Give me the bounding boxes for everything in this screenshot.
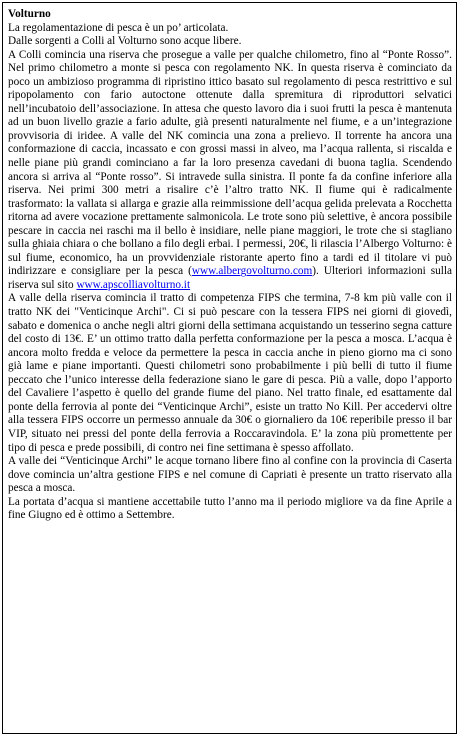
- paragraph-venticinque-archi: A valle dei “Venticinque Archi” le acque tornano libere fino al confine con la provincia di Caserta dove comincia un’altra gestione FIPS e nel comune di Capriati è presente un tratto riservato alla pesca a mosca.: [8, 455, 452, 495]
- paragraph-free-waters: Dalle sorgenti a Colli al Volturno sono acque libere.: [8, 35, 242, 48]
- text-box: [2, 2, 457, 734]
- paragraph-colli-reserve-text-mid: ). Ulteriori informazioni sulla riserva sul sito: [8, 265, 452, 291]
- paragraph-colli-reserve: [8, 49, 452, 293]
- paragraph-fips-stretch: A valle della riserva comincia il tratto di competenza FIPS che termina, 7-8 km più valle con il tratto NK dei "Venticinque Archi". Ci si può pescare con la tessera FIPS nei giorni di giovedì, sabato e domenica o anche negli altri giorni della settimana acquistando un tesserino segna catture del costo di 13€. E’ un ottimo tratto dalla perfetta conformazione per la pesca a mosca. L’acqua è ancora molto fredda e veloce da permettere la pesca in caccia anche in pieno giorno ma ci sono già lame e piane importanti. Questi chilometri sono probabilmente i più belli di tutto il fiume peccato che l’unico interesse della federazione siano le gare di pesca. Più a valle, dopo l’apporto del Cavaliere l’aspetto è quello del grande fiume del piano. Nel tratto finale, ed esattamente dal ponte della ferrovia al ponte dei “Venticinque Archi”, esiste un tratto No Kill. Per accedervi oltre alla tessera FIPS occorre un permesso annuale da 30€ o giornaliero da 10€ reperibile presso il bar VIP, situato nei pressi del ponte della ferrovia a Roccaravindola. E’ la zona più promettente per tipo di pesca e prede possibili, di contro nei fine settimana è spesso affollato.: [8, 292, 452, 454]
- apscolliavolturno-link[interactable]: www.apscolliavolturno.it: [76, 278, 191, 291]
- paragraph-water-flow: La portata d’acqua si mantiene accettabile tutto l’anno ma il periodo migliore va da fine Aprile a fine Giugno ed è ottimo a Settembre.: [8, 495, 452, 522]
- paragraph-regulation-intro: La regolamentazione di pesca è un po’ articolata.: [8, 21, 229, 34]
- albergo-volturno-link[interactable]: www.albergovolturno.com: [191, 265, 313, 278]
- document-title: Volturno: [8, 8, 51, 20]
- paragraph-colli-reserve-text: A Colli comincia una riserva che prosegue a valle per qualche chilometro, fino al “Ponte Rosso”. Nel primo chilometro a monte si pesca con regolamento NK. In questa riserva è cominciato da poco un ambizioso programma di ripristino ittico basato sul regolamento di pesca restrittivo e sul ripopolamento con fario autoctone ottenute dalla spremitura di riproduttori selvatici nell’incubatoio dell’associazione. In attesa che questo lavoro dia i suoi frutti la pesca è mantenuta ad un buon livello grazie a fario adulte, già presenti naturalmente nel fiume, e a un’integrazione provvisoria di iridee. A valle del NK comincia una zona a prelievo. Il torrente ha ancora una conformazione di caccia, incassato e con grossi massi in alveo, ma l’acqua rallenta, si riscalda e nelle piane più grandi cominciano a far la loro presenza cavedani di buona taglia. Scendendo ancora si arriva al “Ponte rosso”. Si intravede sulla sinistra. Il ponte fa da confine inferiore alla riserva. Nei primi 300 metri a risalire c’è l’altro tratto NK. Il fiume qui è radicalmente trasformato: la vallata si allarga e grazie alla reimmissione dell’acqua gelida prelevata a Rocchetta ritorna ad avere vocazione prettamente salmonicola. Le trote sono più selettive, è ancora possibile pescare in caccia nei raschi ma il bello è insidiare, nelle piane maggiori, le trote che si stagliano sulla ghiaia chiara o che bollano a filo degli erbai. I permessi, 20€, li rilascia l’Albergo Volturno: è sul fiume, economico, ha un provvidenziale ristorante aperto fino a tardi ed il titolare vi può indirizzare e consigliare per la pesca (: [8, 48, 452, 278]
- document-body: [8, 8, 452, 523]
